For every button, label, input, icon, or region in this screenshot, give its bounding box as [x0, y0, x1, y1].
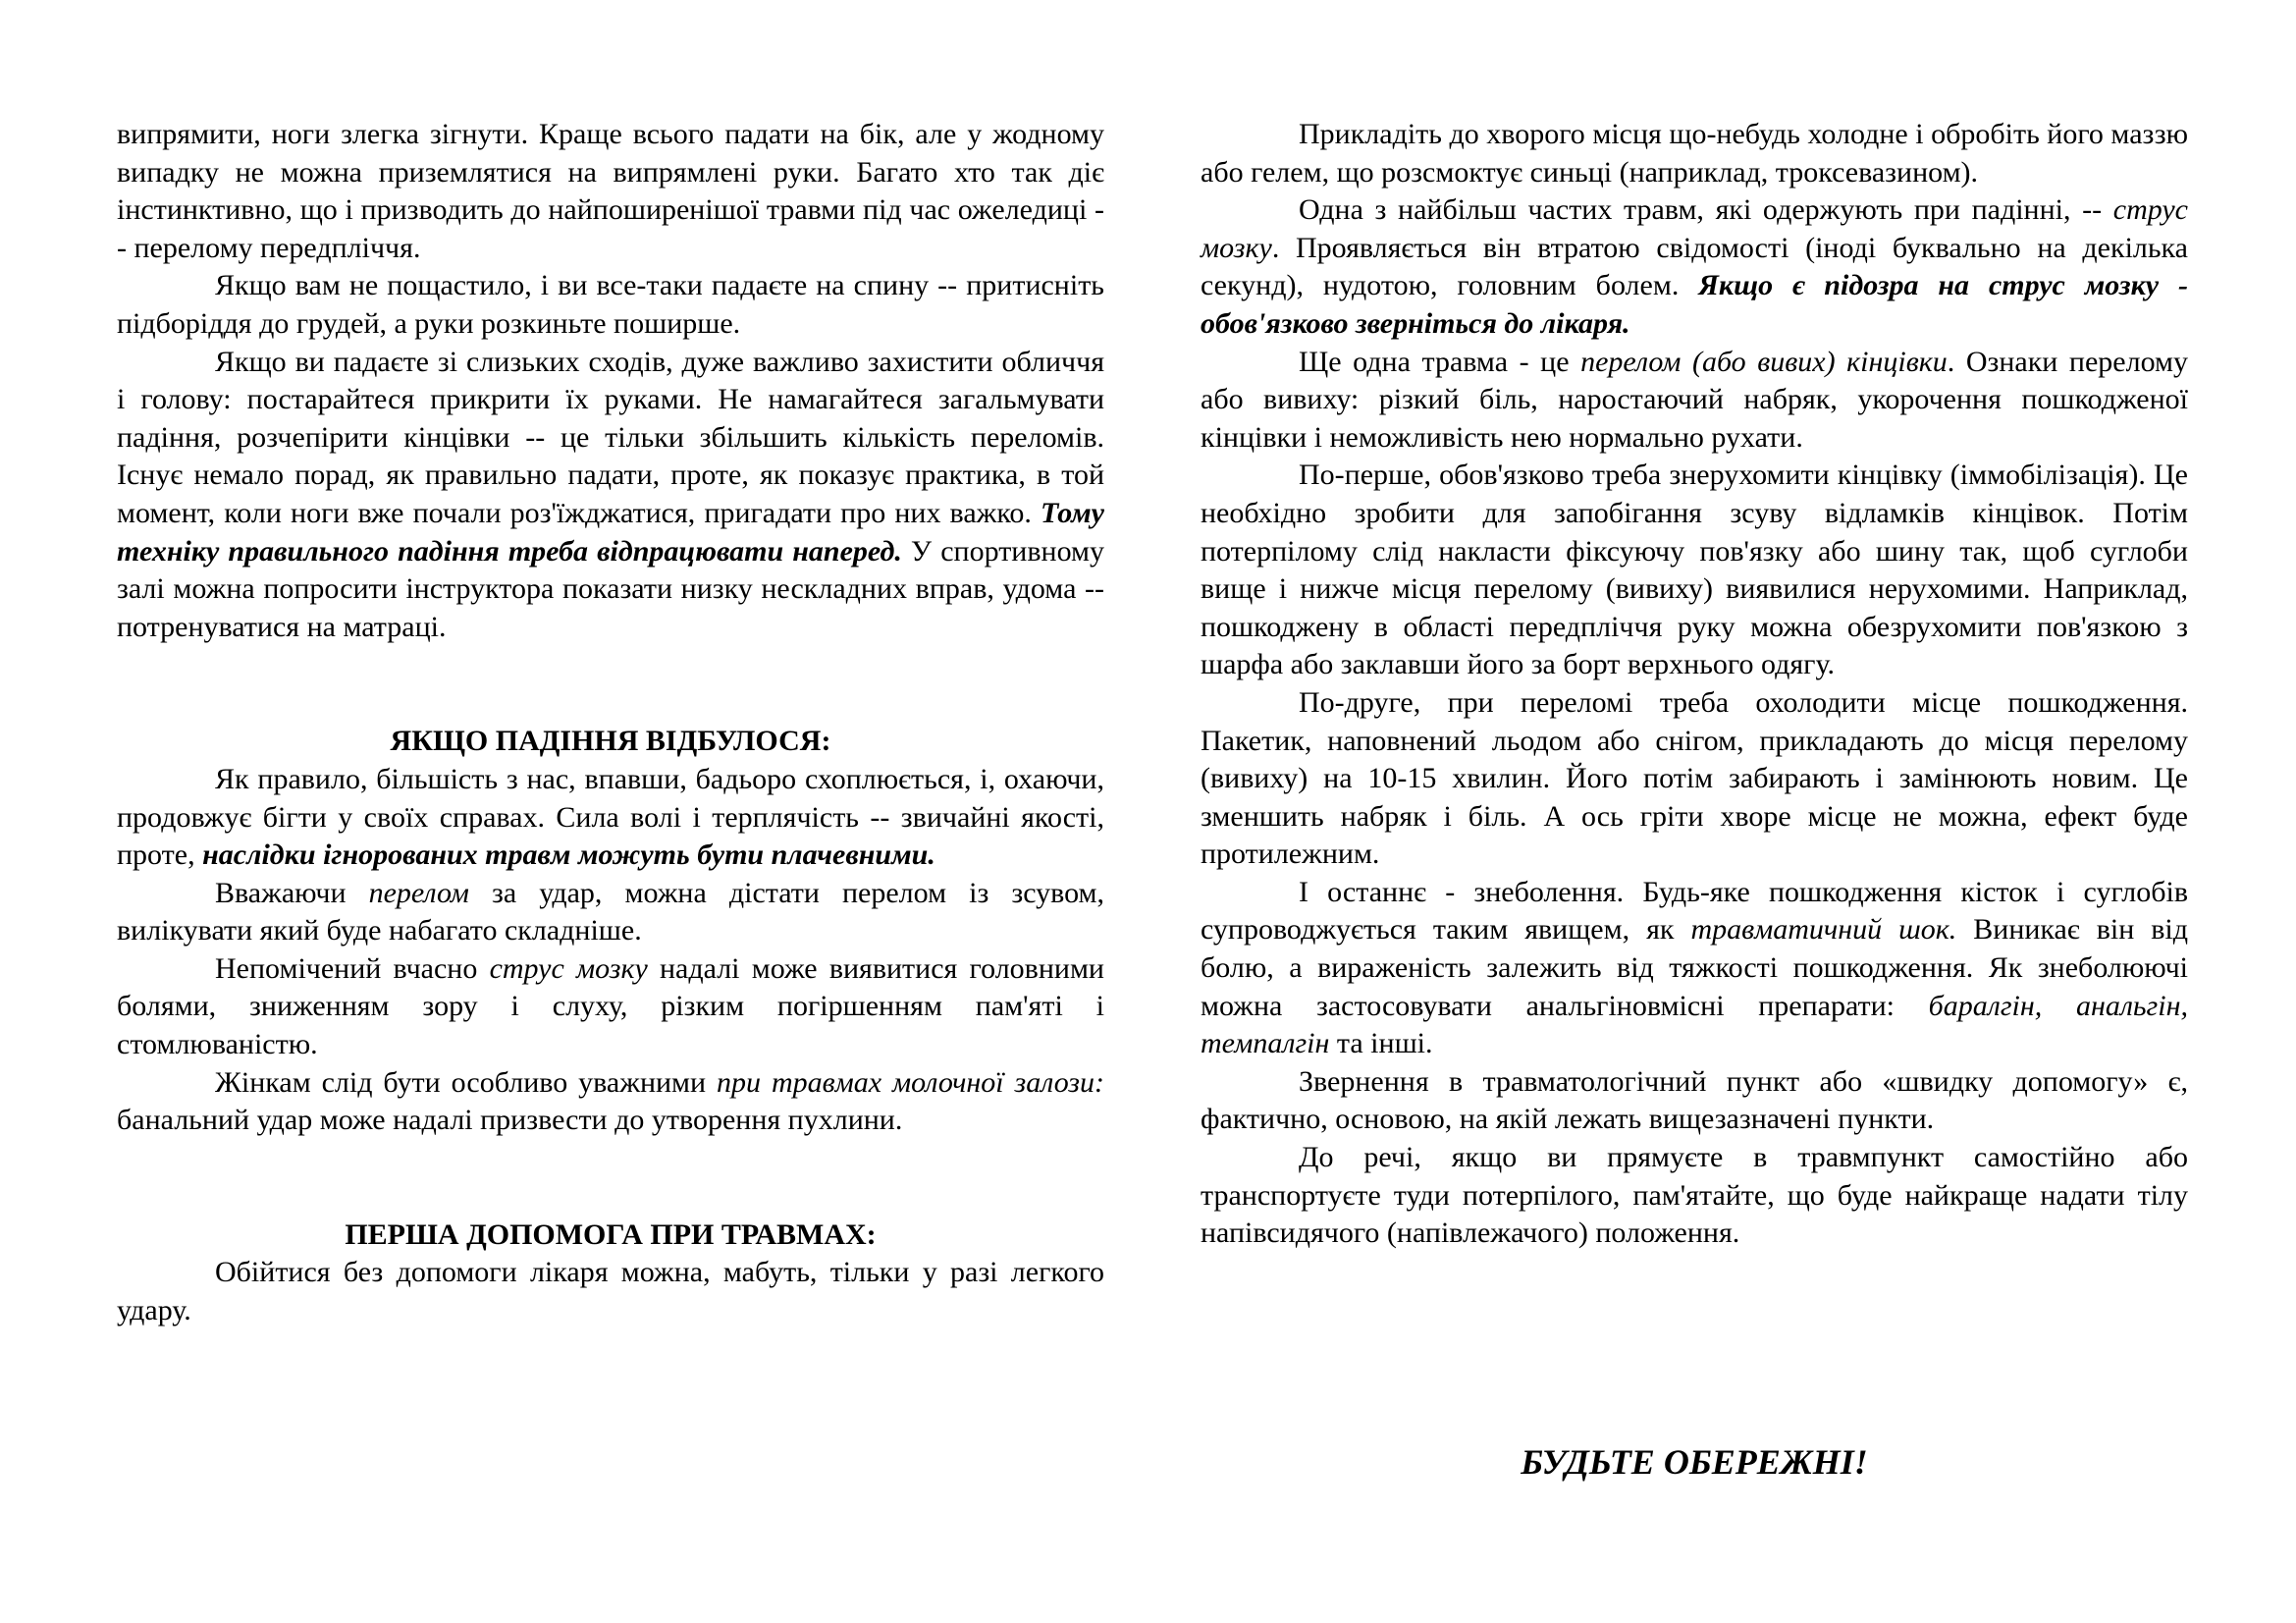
- paragraph-cold-compress: [1201, 116, 2188, 191]
- section-heading-after-fall: ЯКЩО ПАДІННЯ ВІДБУЛОСЯ:: [390, 725, 831, 758]
- left-column: [117, 116, 1104, 1330]
- italic-term: при травмах молочної залози:: [717, 1065, 1104, 1099]
- paragraph-text: Прикладіть до хворого місця що-небудь холодне і обробіть його маззю або гелем, що розсмоктує синьці (наприклад, троксевазином).: [1201, 118, 2188, 189]
- paragraph-text: Звернення в травматологічний пункт або «швидку допомогу» є, фактично, основою, на якій лежать вищезазначені пункти.: [1201, 1064, 2188, 1136]
- paragraph-text: Непомічений вчасно: [215, 951, 490, 985]
- paragraph-concussion-symptoms: [1201, 191, 2188, 343]
- paragraph-after-fall: [117, 761, 1104, 875]
- paragraph-text: . Ознаки перелому або вивиху: різкий біль, наростаючий набряк, укорочення пошкодженої кінцівки і неможливість нею нормально рухати.: [1201, 345, 2188, 454]
- paragraph-text: . Проявляється він втратою свідомості (іноді буквально на декілька секунд), нудотою, головним болем.: [1201, 231, 2188, 302]
- paragraph-text: Жінкам слід бути особливо уважними: [215, 1065, 718, 1099]
- paragraph-text: Якщо вам не пощастило, і ви все-таки падаєте на спину -- притисніть підборіддя до грудей, а руки розкиньте поширше.: [117, 269, 1104, 340]
- paragraph-cooling: [1201, 684, 2188, 874]
- paragraph-text: Обійтися без допомоги лікаря можна, мабуть, тільки у разі легкого удару.: [117, 1256, 1104, 1327]
- paragraph-slippery-stairs: [117, 344, 1104, 647]
- paragraph-fall-on-back: [117, 267, 1104, 343]
- paragraph-text: банальний удар може надалі призвести до утворення пухлини.: [117, 1104, 903, 1137]
- paragraph-text: за удар, можна дістати перелом із зсувом, вилікувати який буде набагато складніше.: [117, 876, 1104, 947]
- emphasis-text: наслідки ігнорованих травм можуть бути плачевними.: [202, 839, 935, 872]
- paragraph-text: Виникає він від болю, а вираженість залежить від тяжкості пошкодження. Як знеболюючі можна застосовувати анальгіновмісні препарати:: [1201, 913, 2188, 1022]
- paragraph-text: По-перше, обов'язково треба знерухомити кінцівку (іммобілізація). Це необхідно зробити для запобігання зсуву відламків кінцівок. Потім потерпілому слід накласти фіксуючу пов'язку або шину так, щоб суглоби вище і нижче місця перелому (вивиху) виявилися нерухомими. Наприклад, пошкоджену в області передпліччя руку можна обезрухомити пов'язкою з шарфа або заклавши його за борт верхнього одягу.: [1201, 459, 2188, 681]
- paragraph-women: [117, 1064, 1104, 1140]
- paragraph-text: До речі, якщо ви прямуєте в травмпункт самостійно або транспортуєте туди потерпілого, пам'ятайте, що буде найкраще надати тілу напівсидячого (напівлежачого) положення.: [1201, 1141, 2188, 1250]
- paragraph-trauma-center: [1201, 1063, 2188, 1139]
- paragraph-text: У спортивному залі можна попросити інструктора показати низку нескладних вправ, удома -- потренуватися на матраці.: [117, 534, 1104, 643]
- paragraph-first-aid-intro: [117, 1254, 1104, 1329]
- paragraph-concussion: [117, 950, 1104, 1064]
- paragraph-text: І останнє - знеболення. Будь-яке пошкодження кісток і суглобів супроводжується таким явищем, як: [1201, 875, 2188, 947]
- paragraph-text: По-друге, при переломі треба охолодити місце пошкодження. Пакетик, наповнений льодом або снігом, прикладають до місця перелому (вивиху) на 10-15 хвилин. Його потім забирають і замінюють новим. Це зменшить набряк і біль. А ось гріти хворе місце не можна, ефект буде протилежним.: [1201, 685, 2188, 871]
- paragraph-continuation: [117, 116, 1104, 267]
- emphasis-text: Якщо є підозра на струс мозку - обов'язково зверніться до лікаря.: [1201, 269, 2188, 340]
- paragraph-text: Якщо ви падаєте зі слизьких сходів, дуже важливо захистити обличчя і голову: постарайтеся прикрити їх руками. Не намагайтеся загальмувати падіння, розчепірити кінцівки -- це тільки збільшить кількість переломів. Існує немало порад, як правильно падати, проте, як показує практика, в той момент, коли ноги вже почали роз'їжджатися, пригадати про них важко.: [117, 345, 1104, 529]
- paragraph-transport: [1201, 1139, 2188, 1253]
- emphasis-text: Тому техніку правильного падіння треба відпрацювати наперед.: [117, 496, 1104, 568]
- right-column: [1201, 116, 2188, 1253]
- italic-term: струс мозку: [489, 951, 648, 985]
- italic-term: перелом: [368, 876, 469, 909]
- italic-term: баралгін, анальгін, темпалгін: [1201, 989, 2188, 1060]
- italic-term: травматичний шок.: [1690, 913, 1957, 947]
- section-heading-first-aid: ПЕРША ДОПОМОГА ПРИ ТРАВМАХ:: [345, 1217, 877, 1251]
- paragraph-text: надалі може виявитися головними болями, зниженням зору і слуху, різким погіршенням пам'яті і стомлюваністю.: [117, 951, 1104, 1061]
- paragraph-text: випрямити, ноги злегка зігнути. Краще всього падати на бік, але у жодному випадку не можна приземлятися на випрямлені руки. Багато хто так діє інстинктивно, що і призводить до найпоширенішої травми під час ожеледиці -- перелому передпліччя.: [117, 118, 1104, 264]
- paragraph-text: Ще одна травма - це: [1299, 345, 1581, 378]
- paragraph-text: Одна з найбільш частих травм, які одержують при падінні, --: [1299, 193, 2113, 227]
- closing-slogan: БУДЬТЕ ОБЕРЕЖНІ!: [1521, 1442, 1868, 1482]
- paragraph-text: та інші.: [1329, 1027, 1433, 1060]
- paragraph-limb-fracture: [1201, 344, 2188, 458]
- italic-term: перелом (або вивих) кінцівки: [1580, 345, 1948, 378]
- paragraph-text: Як правило, більшість з нас, впавши, бадьоро схоплюється, і, охаючи, продовжує бігти у своїх справах. Сила волі і терплячість -- звичайні якості, проте,: [117, 762, 1104, 872]
- paragraph-immobilization: [1201, 457, 2188, 684]
- paragraph-pain-relief: [1201, 874, 2188, 1063]
- italic-term: струс мозку: [1201, 193, 2188, 264]
- paragraph-text: Вважаючи: [215, 876, 369, 909]
- paragraph-fracture: [117, 875, 1104, 950]
